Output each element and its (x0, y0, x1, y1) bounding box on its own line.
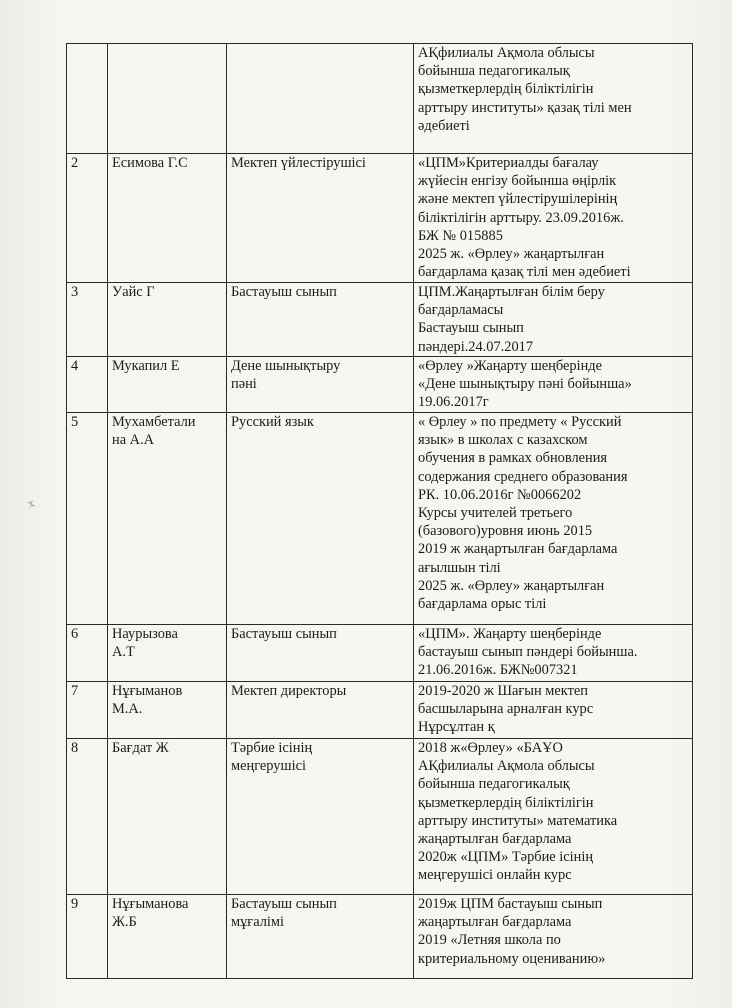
course-info-cell-line: содержания среднего образования (418, 468, 628, 485)
staff-training-table (66, 43, 693, 979)
position-cell (227, 682, 414, 739)
table-row (67, 682, 693, 739)
teacher-name-cell-line: А.Т (112, 644, 135, 661)
position-cell-line: Мектеп директоры (231, 683, 347, 699)
course-info-cell-line: арттыру институты» математика (418, 812, 618, 829)
row-number-cell: 8 (67, 739, 108, 895)
teacher-name-cell-line: М.А. (112, 701, 143, 718)
row-number-cell: 9 (67, 895, 108, 979)
course-info-cell-line: жаңартылған бағдарлама (418, 914, 572, 931)
course-info-cell-line: БЖ № 015885 (418, 227, 503, 244)
table-row (67, 154, 693, 283)
course-info-cell (414, 44, 693, 154)
position-cell-line: Бастауыш сынып (231, 626, 337, 642)
course-info-cell (414, 154, 693, 283)
course-info-cell-line: бағдарлама қазақ тілі мен әдебиеті (418, 264, 631, 281)
course-info-cell-line: әдебиеті (418, 117, 470, 134)
course-info-cell-line: 19.06.2017г (418, 394, 489, 411)
teacher-name-cell-line: Мухамбетали (112, 414, 196, 430)
course-info-cell-line: обучения в рамках обновления (418, 450, 608, 467)
row-number-cell (67, 44, 108, 154)
course-info-cell-line: 2019-2020 ж Шағын мектеп (418, 683, 588, 699)
course-info-cell-line: 2020ж «ЦПМ» Тәрбие ісінің (418, 849, 594, 866)
course-info-cell-line: « Өрлеу » по предмету « Русский (418, 414, 622, 430)
table-row (67, 357, 693, 413)
course-info-cell-line: бойынша педагогикалық (418, 63, 570, 80)
course-info-cell-line: меңгерушісі онлайн курс (418, 867, 572, 884)
teacher-name-cell-line: Ж.Б (112, 914, 137, 931)
teacher-name-cell (108, 739, 227, 895)
teacher-name-cell-line: Нұғыманова (112, 896, 189, 912)
teacher-name-cell (108, 895, 227, 979)
teacher-name-cell (108, 682, 227, 739)
table-row (67, 625, 693, 682)
course-info-cell-line: 2019 «Летняя школа по (418, 932, 561, 949)
position-cell-line: Дене шынықтыру (231, 358, 341, 374)
course-info-cell-line: біліктілігін арттыру. 23.09.2016ж. (418, 209, 624, 226)
position-cell-line: пәні (231, 376, 257, 393)
course-info-cell-line: (базового)уровня июнь 2015 (418, 523, 593, 540)
course-info-cell-line: АҚфилиалы Ақмола облысы (418, 758, 595, 775)
teacher-name-cell (108, 357, 227, 413)
position-cell-line: Мектеп үйлестірушісі (231, 155, 366, 171)
teacher-name-cell-line: Уайс Г (112, 284, 155, 300)
course-info-cell-line: ЦПМ.Жаңартылған білім беру (418, 284, 605, 300)
course-info-cell-line: 2019 ж жаңартылған бағдарлама (418, 541, 618, 558)
course-info-cell-line: қызметкерлердің біліктілігін (418, 794, 594, 811)
course-info-cell-line: пәндері.24.07.2017 (418, 338, 534, 355)
teacher-name-cell-line: Нұғыманов (112, 683, 183, 699)
table-row (67, 413, 693, 625)
teacher-name-cell-line: на А.А (112, 432, 155, 449)
teacher-name-cell-line: Мукапил Е (112, 358, 180, 374)
teacher-name-cell-line: Наурызова (112, 626, 178, 642)
course-info-cell-line: «ЦПМ». Жаңарту шеңберінде (418, 626, 602, 642)
course-info-cell-line: 21.06.2016ж. БЖ№007321 (418, 662, 578, 679)
position-cell (227, 283, 414, 357)
course-info-cell-line: бастауыш сынып пәндері бойынша. (418, 644, 638, 661)
course-info-cell-line: 2018 ж«Өрлеу» «БАҰО (418, 740, 563, 756)
course-info-cell-line: бағдарламасы (418, 302, 504, 319)
table-row (67, 739, 693, 895)
course-info-cell (414, 283, 693, 357)
teacher-name-cell (108, 283, 227, 357)
teacher-name-cell (108, 44, 227, 154)
course-info-cell-line: Курсы учителей третьего (418, 505, 573, 522)
course-info-cell-line: «Дене шынықтыру пәні бойынша» (418, 376, 632, 393)
course-info-cell-line: ағылшын тілі (418, 559, 501, 576)
teacher-name-cell-line: Бағдат Ж (112, 740, 169, 756)
course-info-cell (414, 895, 693, 979)
course-info-cell (414, 413, 693, 625)
course-info-cell-line: критериальному оцениванию» (418, 950, 606, 967)
position-cell-line: Тәрбие ісінің (231, 740, 313, 756)
course-info-cell (414, 357, 693, 413)
course-info-cell-line: жаңартылған бағдарлама (418, 831, 572, 848)
row-number-cell: 2 (67, 154, 108, 283)
course-info-cell-line: Бастауыш сынып (418, 320, 524, 337)
course-info-cell-line: қызметкерлердің біліктілігін (418, 81, 594, 98)
course-info-cell-line: жүйесін енгізу бойынша өңірлік (418, 173, 617, 190)
position-cell-line: Бастауыш сынып (231, 896, 337, 912)
course-info-cell-line: бойынша педагогикалық (418, 776, 570, 793)
teacher-name-cell (108, 154, 227, 283)
position-cell (227, 625, 414, 682)
course-info-cell-line: АҚфилиалы Ақмола облысы (418, 45, 595, 61)
course-info-cell-line: 2019ж ЦПМ бастауыш сынып (418, 896, 603, 912)
course-info-cell-line: бағдарлама орыс тілі (418, 596, 547, 613)
course-info-cell-line: «ЦПМ»Критериалды бағалау (418, 155, 599, 171)
row-number-cell: 3 (67, 283, 108, 357)
teacher-name-cell (108, 625, 227, 682)
position-cell (227, 154, 414, 283)
course-info-cell-line: басшыларына арналған курс (418, 701, 594, 718)
course-info-cell-line: және мектеп үйлестірушілерінің (418, 191, 618, 208)
position-cell (227, 739, 414, 895)
course-info-cell-line: язык» в школах с казахском (418, 432, 588, 449)
position-cell (227, 413, 414, 625)
course-info-cell (414, 682, 693, 739)
row-number-cell: 5 (67, 413, 108, 625)
course-info-cell-line: арттыру институты» қазақ тілі мен (418, 99, 632, 116)
position-cell-line: Русский язык (231, 414, 314, 430)
row-number-cell: 7 (67, 682, 108, 739)
course-info-cell (414, 625, 693, 682)
table-row (67, 283, 693, 357)
position-cell-line: Бастауыш сынып (231, 284, 337, 300)
table-body (67, 44, 693, 979)
teacher-name-cell (108, 413, 227, 625)
course-info-cell-line: РК. 10.06.2016г №0066202 (418, 486, 582, 503)
position-cell (227, 44, 414, 154)
table-row (67, 895, 693, 979)
course-info-cell-line: Нұрсұлтан қ (418, 719, 495, 736)
table-row (67, 44, 693, 154)
position-cell (227, 895, 414, 979)
teacher-name-cell-line: Есимова Г.С (112, 155, 188, 171)
margin-mark: ⅹ (26, 497, 37, 511)
position-cell (227, 357, 414, 413)
row-number-cell: 4 (67, 357, 108, 413)
course-info-cell-line: 2025 ж. «Өрлеу» жаңартылған (418, 577, 605, 594)
position-cell-line: мұғалімі (231, 914, 285, 931)
course-info-cell (414, 739, 693, 895)
course-info-cell-line: «Өрлеу »Жаңарту шеңберінде (418, 358, 602, 374)
row-number-cell: 6 (67, 625, 108, 682)
course-info-cell-line: 2025 ж. «Өрлеу» жаңартылған (418, 246, 605, 263)
position-cell-line: меңгерушісі (231, 758, 306, 775)
